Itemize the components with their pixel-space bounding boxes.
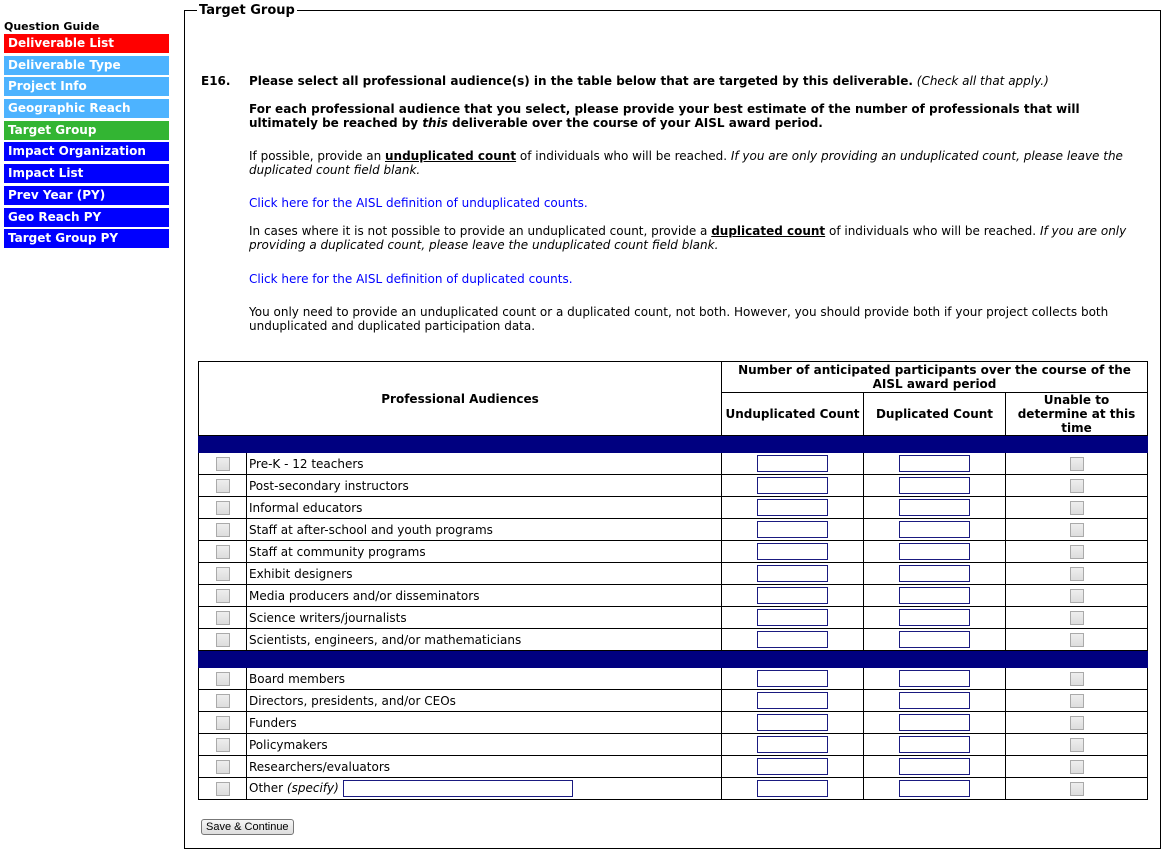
sidebar-item-target-group[interactable]: Target Group [4,121,169,140]
audience-name: Staff at after-school and youth programs [249,522,493,537]
audience-checkbox[interactable] [216,633,230,647]
save-continue-button[interactable]: Save & Continue [201,819,294,835]
table-row [199,563,1148,585]
question-number: E16. [201,74,231,88]
p1em: this [422,116,448,130]
question-main: Please select all professional audience(s) in the table below that are targeted by this deliverable. [249,74,913,88]
audience-checkbox[interactable] [216,523,230,537]
audience-label [247,607,722,629]
audience-checkbox[interactable] [216,457,230,471]
audience-checkbox[interactable] [216,567,230,581]
unduplicated-count-input[interactable] [757,455,828,472]
unduplicated-count-input[interactable] [757,609,828,626]
unduplicated-definition-link[interactable]: Click here for the AISL definition of unduplicated counts. [249,196,588,210]
header-audiences: Professional Audiences [199,362,722,436]
audience-label [247,756,722,778]
sidebar-item-impact-list[interactable]: Impact List [4,164,169,183]
p3em: If you are only providing a duplicated count, please leave the unduplicated count field blank. [249,224,1127,252]
duplicated-count-input[interactable] [899,670,970,687]
table-row [199,497,1148,519]
table-row [199,668,1148,690]
audience-checkbox[interactable] [216,782,230,796]
table-row [199,475,1148,497]
unduplicated-count-input[interactable] [757,587,828,604]
duplicated-count-input[interactable] [899,692,970,709]
audience-checkbox[interactable] [216,501,230,515]
sidebar-item-prev-year-py-[interactable]: Prev Year (PY) [4,186,169,205]
unduplicated-count-input[interactable] [757,780,828,797]
audience-checkbox[interactable] [216,479,230,493]
unable-checkbox[interactable] [1070,782,1084,796]
table-row [199,690,1148,712]
question-text [249,74,1144,88]
duplicated-count-input[interactable] [899,455,970,472]
audience-checkbox[interactable] [216,716,230,730]
unduplicated-count-input[interactable] [757,477,828,494]
group-separator [199,651,1148,668]
unduplicated-count-input[interactable] [757,736,828,753]
audience-name: Staff at community programs [249,544,426,559]
audience-name: Directors, presidents, and/or CEOs [249,693,456,708]
audience-checkbox[interactable] [216,672,230,686]
audience-label [247,475,722,497]
duplicated-count-input[interactable] [899,609,970,626]
p2b: of individuals who will be reached. [516,149,731,163]
p1b: deliverable over the course of your AISL award period. [447,116,823,130]
unduplicated-count-input[interactable] [757,521,828,538]
sidebar-item-geographic-reach[interactable]: Geographic Reach [4,99,169,118]
duplicated-count-input[interactable] [899,565,970,582]
sidebar-item-deliverable-type[interactable]: Deliverable Type [4,56,169,75]
unable-checkbox[interactable] [1070,501,1084,515]
table-row [199,778,1148,800]
audience-label [247,585,722,607]
duplicated-count-input[interactable] [899,714,970,731]
audience-label [247,668,722,690]
unable-checkbox[interactable] [1070,633,1084,647]
sidebar-item-geo-reach-py[interactable]: Geo Reach PY [4,208,169,227]
sidebar-item-impact-organization[interactable]: Impact Organization [4,142,169,161]
p1a: For each professional audience that you select, please provide your best estimate of the number of professionals that will ultimately be reached by [249,102,1080,130]
p3strong: duplicated count [711,224,826,238]
table-row [199,585,1148,607]
unduplicated-count-input[interactable] [757,543,828,560]
table-row [199,607,1148,629]
question-note: (Check all that apply.) [916,74,1049,88]
audience-name: Media producers and/or disseminators [249,588,480,603]
audience-label [247,563,722,585]
audience-label [247,690,722,712]
instruction-2 [249,149,1144,177]
header-duplicated: Duplicated Count [864,393,1006,436]
header-unable: Unable to determine at this time [1006,393,1148,436]
audience-checkbox[interactable] [216,545,230,559]
audience-label [247,497,722,519]
sidebar-item-target-group-py[interactable]: Target Group PY [4,229,169,248]
instruction-4: You only need to provide an unduplicated count or a duplicated count, not both. However, you should provide both if your project collects both unduplicated and duplicated participation data. [249,305,1109,333]
audience-label [247,519,722,541]
instruction-3 [249,224,1144,252]
duplicated-definition-link[interactable]: Click here for the AISL definition of duplicated counts. [249,272,573,286]
duplicated-count-input[interactable] [899,758,970,775]
sidebar-title: Question Guide [4,20,100,33]
audience-checkbox[interactable] [216,694,230,708]
sidebar-item-deliverable-list[interactable]: Deliverable List [4,34,169,53]
audience-label [247,734,722,756]
audience-checkbox[interactable] [216,611,230,625]
unable-checkbox[interactable] [1070,479,1084,493]
duplicated-count-input[interactable] [899,631,970,648]
duplicated-count-input[interactable] [899,543,970,560]
unable-checkbox[interactable] [1070,457,1084,471]
table-row [199,519,1148,541]
unable-checkbox[interactable] [1070,611,1084,625]
audience-table [198,361,1148,800]
header-number: Number of anticipated participants over the course of the AISL award period [722,362,1148,393]
unable-checkbox[interactable] [1070,716,1084,730]
unable-checkbox[interactable] [1070,738,1084,752]
duplicated-count-input[interactable] [899,521,970,538]
unable-checkbox[interactable] [1070,523,1084,537]
question-guide-sidebar [4,20,169,251]
audience-name: Science writers/journalists [249,610,407,625]
target-group-fieldset [184,3,1161,849]
audience-label [247,712,722,734]
table-row [199,453,1148,475]
audience-checkbox[interactable] [216,738,230,752]
duplicated-count-input[interactable] [899,780,970,797]
audience-name: Informal educators [249,500,363,515]
instruction-1 [249,102,1144,130]
unduplicated-count-input[interactable] [757,758,828,775]
unduplicated-count-input[interactable] [757,670,828,687]
sidebar-item-project-info[interactable]: Project Info [4,77,169,96]
unduplicated-count-input[interactable] [757,692,828,709]
audience-name: Pre-K - 12 teachers [249,456,364,471]
unable-checkbox[interactable] [1070,694,1084,708]
unable-checkbox[interactable] [1070,760,1084,774]
table-row [199,541,1148,563]
duplicated-count-input[interactable] [899,477,970,494]
fieldset-legend: Target Group [199,3,295,18]
group-separator [199,436,1148,453]
audience-label [247,541,722,563]
audience-name: Policymakers [249,737,328,752]
p3b: of individuals who will be reached. [825,224,1040,238]
audience-name: Board members [249,671,346,686]
audience-name: Researchers/evaluators [249,759,391,774]
p2em: If you are only providing an unduplicated count, please leave the duplicated count field blank. [249,149,1123,177]
unduplicated-count-input[interactable] [757,714,828,731]
audience-name: Other [249,781,284,795]
duplicated-count-input[interactable] [899,499,970,516]
p2a: If possible, provide an [249,149,385,163]
duplicated-count-input[interactable] [899,736,970,753]
audience-checkbox[interactable] [216,760,230,774]
unduplicated-count-input[interactable] [757,499,828,516]
p3a: In cases where it is not possible to provide an unduplicated count, provide a [249,224,712,238]
table-row [199,756,1148,778]
specify-note: (specify) [286,781,339,795]
unable-checkbox[interactable] [1070,567,1084,581]
table-row [199,629,1148,651]
header-unduplicated: Unduplicated Count [722,393,864,436]
duplicated-count-input[interactable] [899,587,970,604]
unable-checkbox[interactable] [1070,672,1084,686]
audience-label [247,629,722,651]
audience-name: Funders [249,715,297,730]
audience-label [247,453,722,475]
other-specify-input[interactable] [343,780,573,797]
unable-checkbox[interactable] [1070,545,1084,559]
audience-name: Post-secondary instructors [249,478,409,493]
unduplicated-count-input[interactable] [757,631,828,648]
audience-checkbox[interactable] [216,589,230,603]
table-row [199,712,1148,734]
audience-name: Exhibit designers [249,566,353,581]
audience-name: Scientists, engineers, and/or mathematicians [249,632,522,647]
p2strong: unduplicated count [385,149,517,163]
unable-checkbox[interactable] [1070,589,1084,603]
unduplicated-count-input[interactable] [757,565,828,582]
table-row [199,734,1148,756]
audience-label [247,778,722,800]
